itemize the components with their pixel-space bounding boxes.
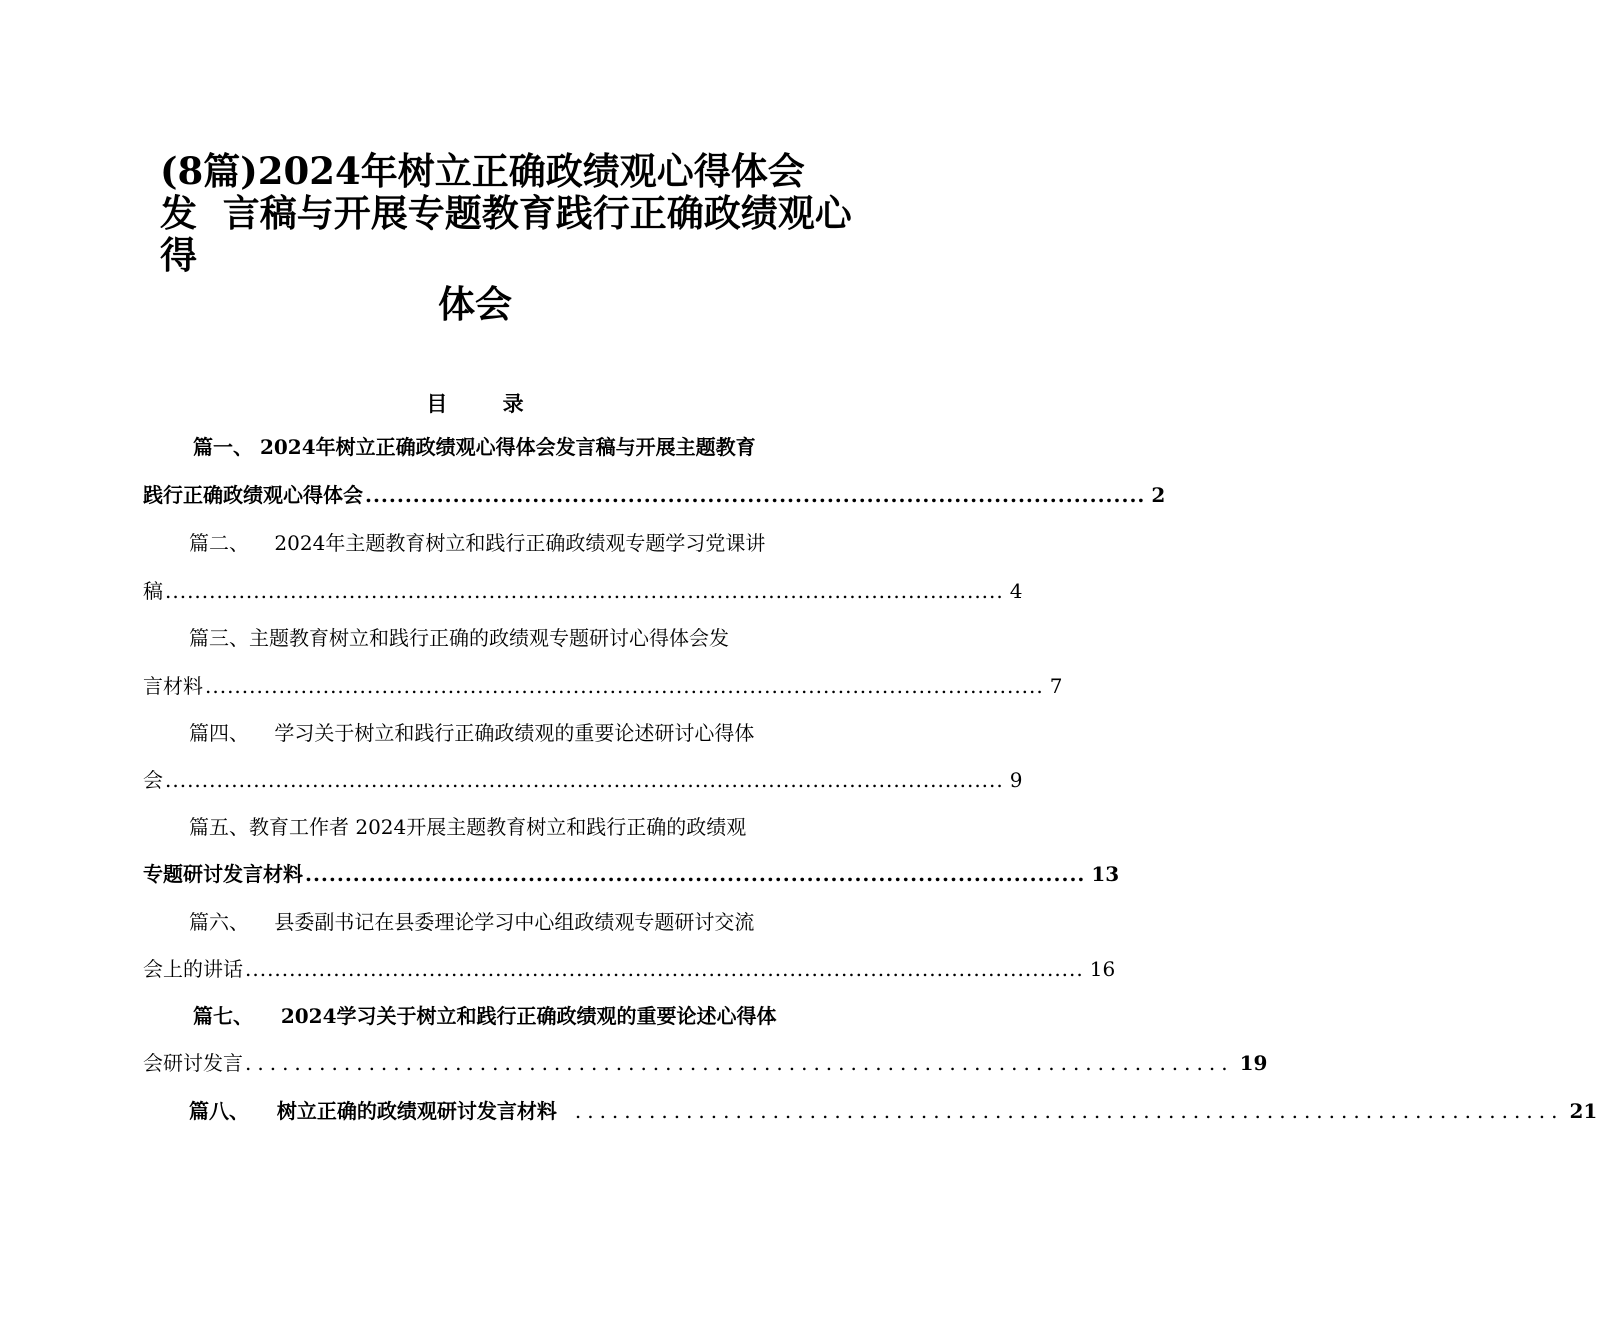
toc-leader: .................................................................................................. — [305, 862, 1086, 886]
toc-leader: .................................................................................................................. — [165, 768, 1004, 792]
toc-heading: 目 录 — [426, 391, 548, 416]
toc-entry-5-page: 13 — [1091, 862, 1120, 886]
toc-entry-7-title-cont: 会研讨发言 — [143, 1051, 243, 1075]
toc-entry-1-title[interactable]: 篇一、 2024年树立正确政绩观心得体会发言稿与开展主题教育 — [193, 435, 756, 459]
toc-entry-4-title[interactable]: 篇四、 学习关于树立和践行正确政绩观的重要论述研讨心得体 — [189, 721, 755, 745]
toc-entry-6[interactable] — [143, 955, 1116, 983]
toc-entry-6-title[interactable]: 篇六、 县委副书记在县委理论学习中心组政绩观专题研讨交流 — [189, 910, 755, 934]
toc-entry-7-title[interactable]: 篇七、 2024学习关于树立和践行正确政绩观的重要论述心得体 — [193, 1004, 777, 1028]
title-line-3: 得 — [160, 233, 197, 277]
toc-entry-2-title-cont: 稿 — [143, 579, 163, 603]
toc-entry-7[interactable] — [143, 1049, 1268, 1077]
toc-leader: .................................................................................................................. — [165, 579, 1004, 603]
toc-entry-8[interactable] — [189, 1097, 1597, 1125]
toc-entry-4-title-cont: 会 — [143, 768, 163, 792]
toc-entry-1[interactable] — [143, 481, 1166, 509]
toc-entry-6-title-cont: 会上的讲话 — [143, 957, 243, 981]
title-line-2: 发 言稿与开展专题教育践行正确政绩观心 — [160, 191, 852, 235]
document-title — [160, 149, 852, 277]
toc-entry-5[interactable] — [143, 860, 1120, 888]
toc-entry-2-page: 4 — [1009, 579, 1023, 603]
toc-entry-3-title[interactable]: 篇三、主题教育树立和践行正确的政绩观专题研讨心得体会发 — [189, 626, 729, 650]
toc-entry-5-title-cont: 专题研讨发言材料 — [143, 862, 303, 886]
title-line-1: (8篇)2024年树立正确政绩观心得体会 — [160, 149, 805, 193]
toc-entry-7-page: 19 — [1239, 1051, 1268, 1075]
toc-entry-1-title-cont: 践行正确政绩观心得体会 — [143, 483, 363, 507]
toc-entry-4[interactable] — [143, 766, 1023, 794]
toc-entry-6-page: 16 — [1089, 957, 1116, 981]
toc-leader: .................................................................................................................. — [205, 674, 1044, 698]
toc-leader: .................................................................................................................. — [245, 957, 1084, 981]
toc-entry-5-title[interactable]: 篇五、教育工作者 2024开展主题教育树立和践行正确的政绩观 — [189, 815, 747, 839]
toc-leader: .................................................................................................. — [365, 483, 1146, 507]
toc-leader: ................................................................................ — [574, 1099, 1564, 1123]
toc-entry-3-title-cont: 言材料 — [143, 674, 203, 698]
title-line-4: 体会 — [438, 282, 512, 326]
toc-entry-2-title[interactable]: 篇二、 2024年主题教育树立和践行正确政绩观专题学习党课讲 — [189, 531, 766, 555]
toc-entry-8-page: 21 — [1569, 1099, 1597, 1123]
toc-entry-3[interactable] — [143, 672, 1063, 700]
toc-entry-4-page: 9 — [1009, 768, 1023, 792]
toc-entry-2[interactable] — [143, 577, 1023, 605]
toc-entry-1-page: 2 — [1151, 483, 1166, 507]
toc-leader: ................................................................................ — [245, 1051, 1234, 1075]
toc-entry-8-title: 篇八、 树立正确的政绩观研讨发言材料 — [189, 1099, 557, 1123]
toc-entry-3-page: 7 — [1049, 674, 1063, 698]
